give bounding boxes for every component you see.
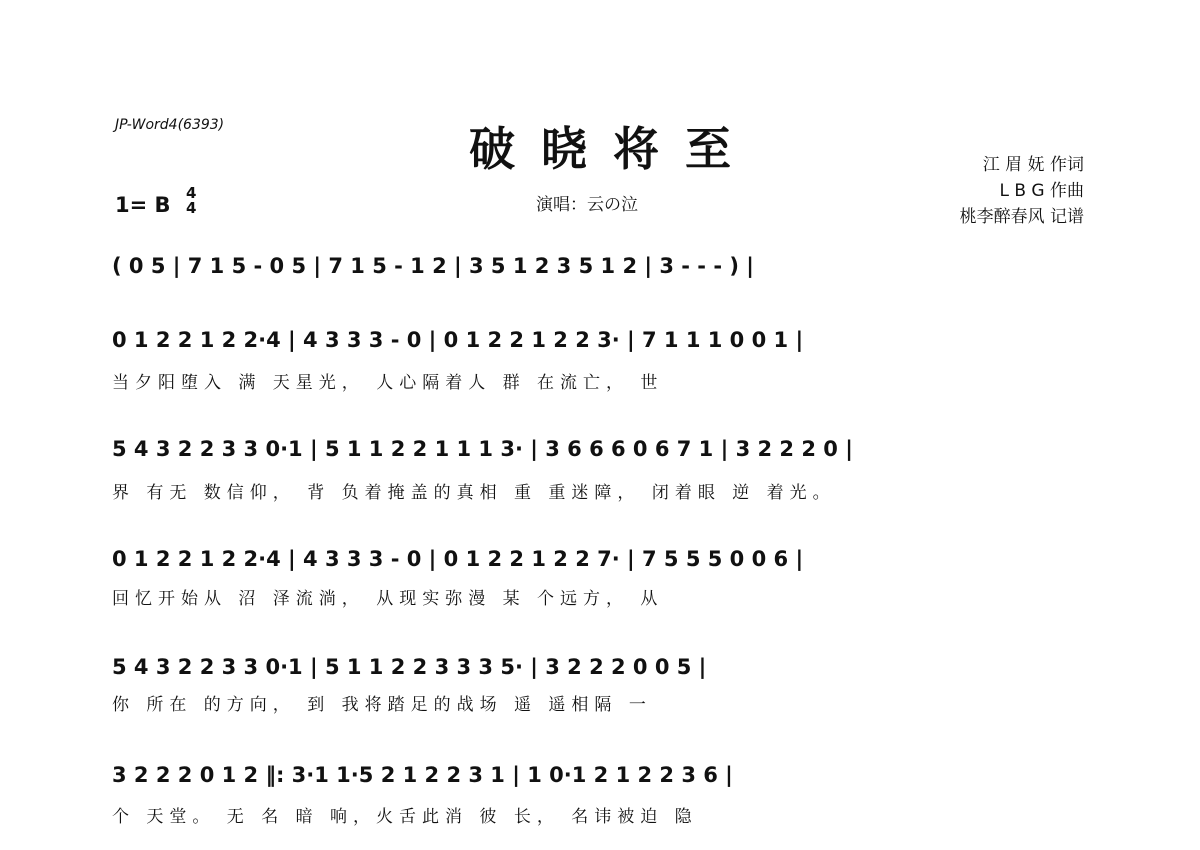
time-signature-top: 4 [186,184,197,202]
time-signature-bottom: 4 [186,199,197,217]
lyrics-line-4: 你 所在 的方向， 到 我将踏足的战场 遥 遥相隔 一 [112,695,652,715]
lyrics-line-5: 个 天堂。 无 名 暗 响，火舌此消 彼 长， 名讳被迫 隐 [112,807,698,827]
software-label: JP-Word4(6393) [115,117,225,133]
lyrics-line-1: 当夕阳堕入 满 天星光， 人心隔着人 群 在流亡， 世 [112,373,664,393]
lyricist-credit: 江 眉 妩 作词 [982,155,1084,175]
song-title: 破晓将至 [469,122,757,176]
score-line-5: 3 2 2 2 0 1 2 ‖: 3·1 1·5 2 1 2 2 3 1 | 1 0·1 2 1 2 2 3 6 | [112,763,733,787]
time-signature [186,186,196,216]
composer-credit: L B G 作曲 [999,181,1084,201]
score-line-1: 0 1 2 2 1 2 2·4 | 4 3 3 3 - 0 | 0 1 2 2 1 2 2 3· | 7 1 1 1 0 0 1 | [112,328,804,352]
score-line-2: 5 4 3 2 2 3 3 0·1 | 5 1 1 2 2 1 1 1 3· | 3 6 6 6 0 6 7 1 | 3 2 2 2 0 | [112,437,853,461]
score-line-4: 5 4 3 2 2 3 3 0·1 | 5 1 1 2 2 3 3 3 5· | 3 2 2 2 0 0 5 | [112,655,707,679]
transcriber-credit: 桃李醉春风 记谱 [959,207,1084,227]
key-signature: 1= B [115,193,171,217]
score-line-intro: ( 0 5 | 7 1 5 - 0 5 | 7 1 5 - 1 2 | 3 5 1 2 3 5 1 2 | 3 - - - ) | [112,254,754,278]
score-line-3: 0 1 2 2 1 2 2·4 | 4 3 3 3 - 0 | 0 1 2 2 1 2 2 7· | 7 5 5 5 0 0 6 | [112,547,804,571]
lyrics-line-2: 界 有无 数信仰， 背 负着掩盖的真相 重 重迷障， 闭着眼 逆 着光。 [112,483,836,503]
lyrics-line-3: 回忆开始从 沼 泽流淌， 从现实弥漫 某 个远方， 从 [112,589,664,609]
singer-label: 演唱：云の泣 [536,195,638,215]
